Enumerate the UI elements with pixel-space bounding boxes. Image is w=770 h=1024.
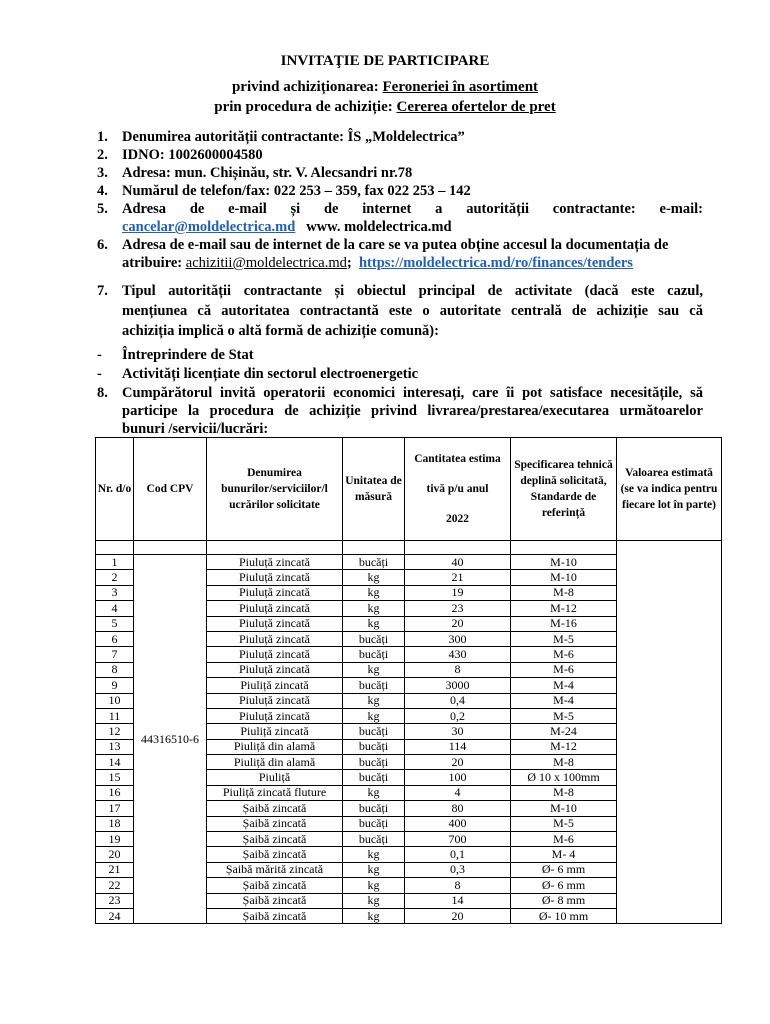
activity-entry <box>97 347 254 364</box>
procurement-object-prefix: privind achiziționarea: <box>231 79 383 95</box>
item-text-line: bunuri /servicii/lucrări: <box>122 421 269 437</box>
unit-of-measure: bucăți <box>343 631 405 646</box>
technical-specification: M-8 <box>511 585 617 600</box>
authority-email-link[interactable]: cancelar@moldelectrica.md <box>122 219 296 235</box>
procurement-object-line <box>0 79 770 96</box>
item-name: Piuluță zincată <box>207 616 343 631</box>
lots-table <box>95 437 722 924</box>
documentation-access-line <box>122 254 703 272</box>
item-number: 2. <box>97 147 108 163</box>
estimated-quantity: 21 <box>405 570 511 585</box>
technical-specification: M-4 <box>511 693 617 708</box>
unit-of-measure: bucăți <box>343 739 405 754</box>
unit-of-measure: bucăți <box>343 755 405 770</box>
technical-specification: M-24 <box>511 724 617 739</box>
row-number: 19 <box>96 832 134 847</box>
estimated-quantity: 30 <box>405 724 511 739</box>
estimated-quantity: 8 <box>405 662 511 677</box>
header-unit: Unitatea de măsură <box>343 438 405 541</box>
item-number: 3. <box>97 165 108 181</box>
unit-of-measure: kg <box>343 616 405 631</box>
table-body <box>96 541 722 924</box>
procedure-prefix: prin procedura de achiziție: <box>214 99 397 115</box>
technical-specification: M-6 <box>511 647 617 662</box>
technical-specification: Ø- 6 mm <box>511 862 617 877</box>
item-text: Denumirea autorității contractante: ÎS „Moldelectrica” <box>122 129 465 145</box>
row-number: 23 <box>96 893 134 908</box>
item-name: Piuluță zincată <box>207 570 343 585</box>
technical-specification: M-5 <box>511 631 617 646</box>
item-text: Numărul de telefon/fax: 022 253 – 359, fax 022 253 – 142 <box>122 183 471 199</box>
procurement-object: Feroneriei în asortiment <box>382 79 539 95</box>
item-name: Piuluță zincată <box>207 647 343 662</box>
unit-of-measure: bucăți <box>343 832 405 847</box>
spacer-cell <box>96 541 134 555</box>
item-text-line: Cumpărătorul invită operatorii economici interesați, care îi pot satisface necesitățile, să <box>122 385 703 401</box>
item-name: Șaibă zincată <box>207 816 343 831</box>
row-number: 9 <box>96 678 134 693</box>
spacer-cell <box>405 541 511 555</box>
spacer-cell <box>207 541 343 555</box>
unit-of-measure: kg <box>343 585 405 600</box>
spacer-cell <box>511 541 617 555</box>
item-name: Piuluță zincată <box>207 708 343 723</box>
unit-of-measure: kg <box>343 662 405 677</box>
unit-of-measure: kg <box>343 862 405 877</box>
unit-of-measure: bucăți <box>343 678 405 693</box>
unit-of-measure: bucăți <box>343 647 405 662</box>
technical-specification: M-8 <box>511 755 617 770</box>
row-number: 15 <box>96 770 134 785</box>
tenders-url-link[interactable]: https://moldelectrica.md/ro/finances/tenders <box>358 255 633 271</box>
item-4 <box>97 182 703 200</box>
header-item-name: Denumirea bunurilor/serviciilor/l ucrărilor solicitate <box>207 438 343 541</box>
item-name: Piuliță zincată <box>207 678 343 693</box>
estimated-quantity: 23 <box>405 601 511 616</box>
unit-of-measure: kg <box>343 708 405 723</box>
row-number: 6 <box>96 631 134 646</box>
item-name: Piuliță <box>207 770 343 785</box>
header-specification: Specificarea tehnică deplină solicitată, Standarde de referință <box>511 438 617 541</box>
item-text: Adresa de e-mail și de internet a autorității contractante: e-mail: <box>122 201 703 217</box>
item-number: 1. <box>97 129 108 145</box>
technical-specification: Ø- 6 mm <box>511 878 617 893</box>
item-7 <box>97 281 703 341</box>
row-number: 2 <box>96 570 134 585</box>
unit-of-measure: bucăți <box>343 816 405 831</box>
item-name: Șaibă zincată <box>207 832 343 847</box>
row-number: 5 <box>96 616 134 631</box>
header-nr: Nr. d/o <box>96 438 134 541</box>
technical-specification: M-10 <box>511 570 617 585</box>
technical-specification: M-8 <box>511 785 617 800</box>
technical-specification: M-10 <box>511 555 617 570</box>
row-number: 3 <box>96 585 134 600</box>
estimated-quantity: 80 <box>405 801 511 816</box>
procedure-name: Cererea ofertelor de pret <box>396 99 556 115</box>
unit-of-measure: kg <box>343 893 405 908</box>
row-number: 10 <box>96 693 134 708</box>
item-name: Piuluță zincată <box>207 555 343 570</box>
authority-website: www. moldelectrica.md <box>306 219 452 235</box>
item-name: Șaibă zincată <box>207 893 343 908</box>
header-cpv: Cod CPV <box>134 438 207 541</box>
item-name: Piuliță din alamă <box>207 755 343 770</box>
unit-of-measure: kg <box>343 693 405 708</box>
item-text: Adresa de e-mail sau de internet de la care se va putea obține accesul la documentația de <box>122 237 669 253</box>
row-number: 17 <box>96 801 134 816</box>
technical-specification: M-6 <box>511 832 617 847</box>
estimated-quantity: 3000 <box>405 678 511 693</box>
row-number: 21 <box>96 862 134 877</box>
item-number: 4. <box>97 183 108 199</box>
spacer-cell <box>134 541 207 555</box>
item-name: Șaibă zincată <box>207 801 343 816</box>
item-1 <box>97 128 703 146</box>
technical-specification: Ø- 8 mm <box>511 893 617 908</box>
row-number: 20 <box>96 847 134 862</box>
item-name: Șaibă zincată <box>207 908 343 923</box>
estimated-quantity: 0,3 <box>405 862 511 877</box>
estimated-quantity: 19 <box>405 585 511 600</box>
dash-marker: - <box>97 366 102 382</box>
estimated-quantity: 8 <box>405 878 511 893</box>
procurement-email-link[interactable]: achizitii@moldelectrica.md <box>185 255 347 271</box>
unit-of-measure: kg <box>343 570 405 585</box>
unit-of-measure: kg <box>343 847 405 862</box>
technical-specification: M- 4 <box>511 847 617 862</box>
row-number: 7 <box>96 647 134 662</box>
unit-of-measure: kg <box>343 908 405 923</box>
row-number: 16 <box>96 785 134 800</box>
item-text-line: achiziția implică o altă formă de achiziție comună): <box>122 323 439 339</box>
item-name: Șaibă mărită zincată <box>207 862 343 877</box>
unit-of-measure: kg <box>343 878 405 893</box>
item-text: Adresa: mun. Chișinău, str. V. Alecsandri nr.78 <box>122 165 413 181</box>
unit-of-measure: bucăți <box>343 801 405 816</box>
header-estimated-value: Valoarea estimată (se va indica pentru fiecare lot în parte) <box>617 438 722 541</box>
row-number: 1 <box>96 555 134 570</box>
documentation-label: atribuire: <box>122 255 186 271</box>
technical-specification: M-4 <box>511 678 617 693</box>
row-number: 11 <box>96 708 134 723</box>
technical-specification: M-16 <box>511 616 617 631</box>
item-6 <box>97 236 703 272</box>
item-name: Piuliță zincată <box>207 724 343 739</box>
estimated-quantity: 20 <box>405 616 511 631</box>
estimated-quantity: 400 <box>405 816 511 831</box>
item-number: 5. <box>97 201 108 217</box>
cpv-code: 44316510-6 <box>134 555 207 924</box>
item-name: Piuluță zincată <box>207 662 343 677</box>
row-number: 12 <box>96 724 134 739</box>
row-number: 14 <box>96 755 134 770</box>
estimated-quantity: 0,1 <box>405 847 511 862</box>
technical-specification: M-12 <box>511 739 617 754</box>
procedure-line <box>0 99 770 116</box>
item-text-line: participe la procedura de achiziție privind livrarea/prestarea/executarea următoarelor <box>122 403 703 419</box>
estimated-value-cell <box>617 541 722 924</box>
unit-of-measure: kg <box>343 785 405 800</box>
unit-of-measure: bucăți <box>343 724 405 739</box>
unit-of-measure: kg <box>343 601 405 616</box>
activity-text: Întreprindere de Stat <box>122 347 254 363</box>
estimated-quantity: 14 <box>405 893 511 908</box>
item-text-line: mențiunea că autoritatea contractantă este o autoritate centrală de achiziție sau că <box>122 303 703 319</box>
table-spacer-row <box>96 541 722 555</box>
item-name: Șaibă zincată <box>207 878 343 893</box>
item-text: IDNO: 1002600004580 <box>122 147 263 163</box>
spacer-cell <box>343 541 405 555</box>
technical-specification: M-12 <box>511 601 617 616</box>
document-title: INVITAŢIE DE PARTICIPARE <box>280 53 490 69</box>
header-quantity <box>405 438 511 541</box>
item-name: Șaibă zincată <box>207 847 343 862</box>
item-5 <box>97 200 703 236</box>
row-number: 8 <box>96 662 134 677</box>
row-number: 18 <box>96 816 134 831</box>
technical-specification: Ø- 10 mm <box>511 908 617 923</box>
item-2 <box>97 146 703 164</box>
estimated-quantity: 0,4 <box>405 693 511 708</box>
estimated-quantity: 0,2 <box>405 708 511 723</box>
item-8 <box>97 384 703 438</box>
technical-specification: M-5 <box>511 708 617 723</box>
row-number: 22 <box>96 878 134 893</box>
estimated-quantity: 4 <box>405 785 511 800</box>
item-name: Piuluță zincată <box>207 585 343 600</box>
dash-marker: - <box>97 347 102 363</box>
technical-specification: M-6 <box>511 662 617 677</box>
item-number: 8. <box>97 385 108 401</box>
estimated-quantity: 300 <box>405 631 511 646</box>
item-name: Piuluță zincată <box>207 601 343 616</box>
item-text-line: Tipul autorității contractante și obiectul principal de activitate (dacă este cazul, <box>122 283 703 299</box>
estimated-quantity: 20 <box>405 755 511 770</box>
table-header-row <box>96 438 722 541</box>
unit-of-measure: bucăți <box>343 555 405 570</box>
separator: ; <box>346 255 352 271</box>
technical-specification: Ø 10 x 100mm <box>511 770 617 785</box>
item-3 <box>97 164 703 182</box>
estimated-quantity: 430 <box>405 647 511 662</box>
technical-specification: M-5 <box>511 816 617 831</box>
header-quantity-line: tivă p/u anul <box>426 483 489 495</box>
row-number: 4 <box>96 601 134 616</box>
item-name: Piuliță zincată fluture <box>207 785 343 800</box>
estimated-quantity: 40 <box>405 555 511 570</box>
header-quantity-year: 2022 <box>446 513 469 525</box>
estimated-quantity: 114 <box>405 739 511 754</box>
estimated-quantity: 700 <box>405 832 511 847</box>
item-number: 7. <box>97 283 108 299</box>
technical-specification: M-10 <box>511 801 617 816</box>
item-number: 6. <box>97 237 108 253</box>
contact-line <box>122 218 703 236</box>
item-name: Piuluță zincată <box>207 693 343 708</box>
activity-text: Activități licențiate din sectorul electroenergetic <box>122 366 419 382</box>
activity-entry <box>97 366 418 383</box>
row-number: 13 <box>96 739 134 754</box>
unit-of-measure: bucăți <box>343 770 405 785</box>
estimated-quantity: 100 <box>405 770 511 785</box>
item-name: Piuliță din alamă <box>207 739 343 754</box>
row-number: 24 <box>96 908 134 923</box>
estimated-quantity: 20 <box>405 908 511 923</box>
header-quantity-line: Cantitatea estima <box>414 453 501 465</box>
item-name: Piuluță zincată <box>207 631 343 646</box>
